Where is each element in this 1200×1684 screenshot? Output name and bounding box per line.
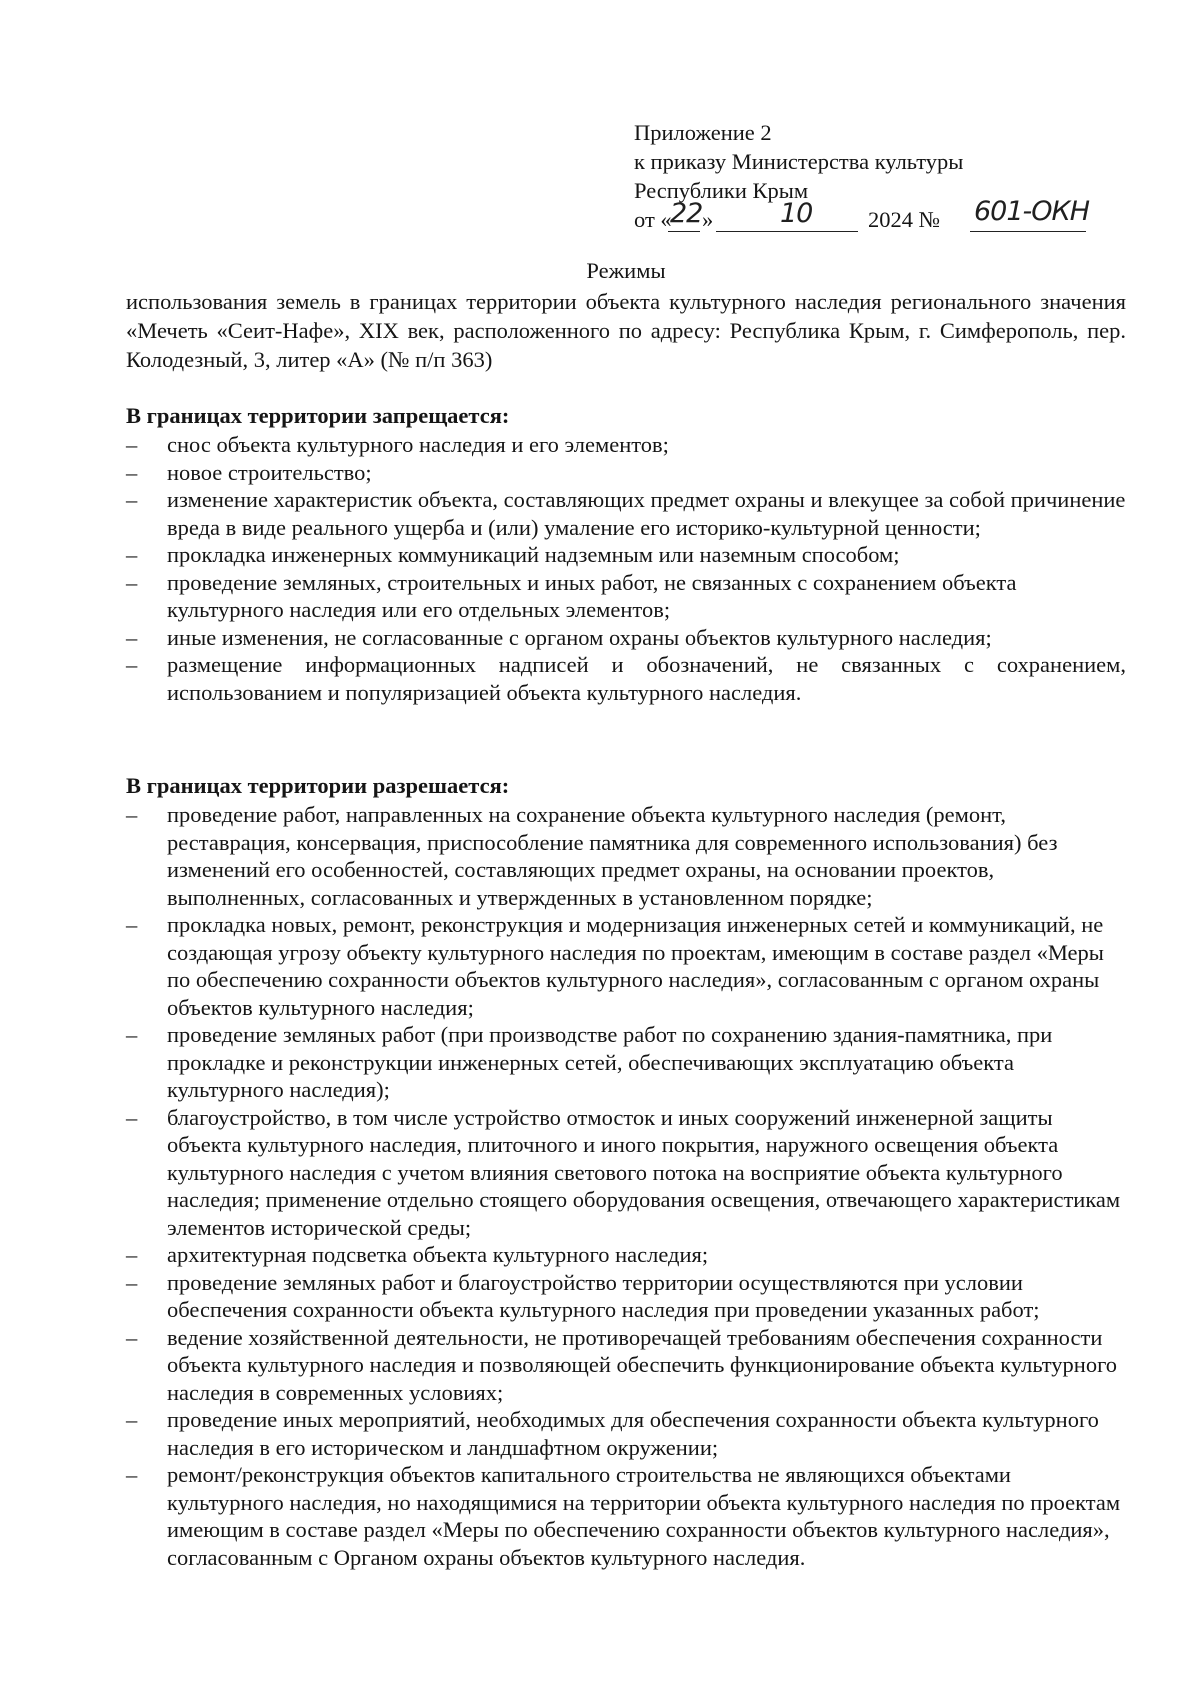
order-number-handwritten: 601-ОКН [974,196,1090,227]
order-number-underline [970,231,1086,232]
prohibited-list [126,431,1126,706]
bullet-dash: – [126,432,138,457]
appendix-date-line [634,196,1114,234]
list-item: – иные изменения, не согласованные с органом охраны объектов культурного наследия; [126,624,992,650]
date-close: » [702,207,714,232]
bullet-dash: – [126,802,138,827]
permitted-list [126,801,1126,1571]
date-month-handwritten: 10 [780,198,813,229]
bullet-dash: – [126,652,138,677]
bullet-dash: – [126,1269,138,1295]
list-item: – проведение работ, направленных на сохранение объекта культурного наследия (ремонт, реставрация, консервация, приспособление памятника для современного использования) без изменений его особенностей, составляющих предмет охраны, на основании проектов, выполненных, согласованных и утвержденных в установленном порядке; [126,802,1058,910]
list-item: – архитектурная подсветка объекта культурного наследия; [126,1242,709,1267]
list-item: – новое строительство; [126,459,372,485]
list-item: – ведение хозяйственной деятельности, не противоречащей требованиям обеспечения сохранности объекта культурного наследия и позволяющей обеспечить функционирование объекта культурного наследия в современных условиях; [126,1324,1118,1405]
list-item: – проведение иных мероприятий, необходимых для обеспечения сохранности объекта культурного наследия в его историческом и ландшафтном окружении; [126,1407,1099,1460]
appendix-number: Приложение 2 [634,120,772,145]
bullet-dash: – [126,459,138,485]
prohibited-heading: В границах территории запрещается: [126,403,510,428]
permitted-heading: В границах территории разрешается: [126,773,510,798]
list-item: – проведение земляных, строительных и иных работ, не связанных с сохранением объекта культурного наследия или его отдельных элементов; [126,569,1017,622]
document-title: Режимы [586,258,666,283]
bullet-dash: – [126,569,138,595]
bullet-dash: – [126,912,138,937]
list-item: – прокладка инженерных коммуникаций надземным или наземным способом; [126,542,900,567]
bullet-dash: – [126,1104,138,1130]
bullet-dash: – [126,1242,138,1267]
permitted-section [126,771,1126,1571]
list-item: – проведение земляных работ и благоустройство территории осуществляются при условии обеспечения сохранности объекта культурного наследия при проведении указанных работ; [126,1269,1040,1322]
date-prefix: от « [634,207,672,232]
list-item: – ремонт/реконструкция объектов капитального строительства не являющихся объектами культурного наследия, но находящимися на территории объекта культурного наследия по проектам имеющим в составе раздел «Меры по обеспечению сохранности объектов культурного наследия», согласованным с Органом охраны объектов культурного наследия. [126,1462,1121,1570]
bullet-dash: – [126,1022,138,1047]
list-item: – прокладка новых, ремонт, реконструкция и модернизация инженерных сетей и коммуникаций, не создающая угрозу объекту культурного наследия по проектам, имеющим в составе раздел «Меры по обеспечению сохранности объектов культурного наследия», согласованным с органом охраны объектов культурного наследия; [126,912,1104,1020]
list-item: – снос объекта культурного наследия и его элементов; [126,432,669,457]
appendix-republic: Республики Крым [634,178,809,203]
list-item: – изменение характеристик объекта, составляющих предмет охраны и влекущее за собой причинение вреда в виде реального ущерба и (или) умаление его историко-культурной ценности; [126,487,1126,540]
date-year: 2024 № [868,207,941,232]
date-month-underline [716,231,858,232]
prohibited-section [126,401,1126,706]
list-item: – проведение земляных работ (при производстве работ по сохранению здания-памятника, при прокладке и реконструкции инженерных сетей, обеспечивающих эксплуатацию объекта культурного наследия); [126,1022,1053,1102]
date-day-handwritten: 22 [670,198,703,229]
bullet-dash: – [126,542,138,567]
appendix-order-ref: к приказу Министерства культуры [634,149,964,174]
document-intro: использования земель в границах территории объекта культурного наследия регионального значения «Мечеть «Сеит-Нафе», XIX век, расположенного по адресу: Республика Крым, г. Симферополь, пер. Колодезный, 3, литер «А» (№ п/п 363) [126,289,1126,372]
date-day-underline [668,231,700,232]
appendix-block [634,118,1114,234]
list-item: – размещение информационных надписей и обозначений, не связанных с сохранением, использованием и популяризацией объекта культурного наследия. [126,652,1126,705]
bullet-dash: – [126,1407,138,1432]
bullet-dash: – [126,487,138,512]
bullet-dash: – [126,624,138,650]
bullet-dash: – [126,1462,138,1487]
bullet-dash: – [126,1324,138,1350]
list-item: – благоустройство, в том числе устройство отмосток и иных сооружений инженерной защиты объекта культурного наследия, плиточного и иного покрытия, наружного освещения объекта культурного наследия с учетом влияния светового потока на восприятие объекта культурного наследия; применение отдельно стоящего оборудования освещения, отвечающего характеристикам элементов исторической среды; [126,1104,1121,1240]
